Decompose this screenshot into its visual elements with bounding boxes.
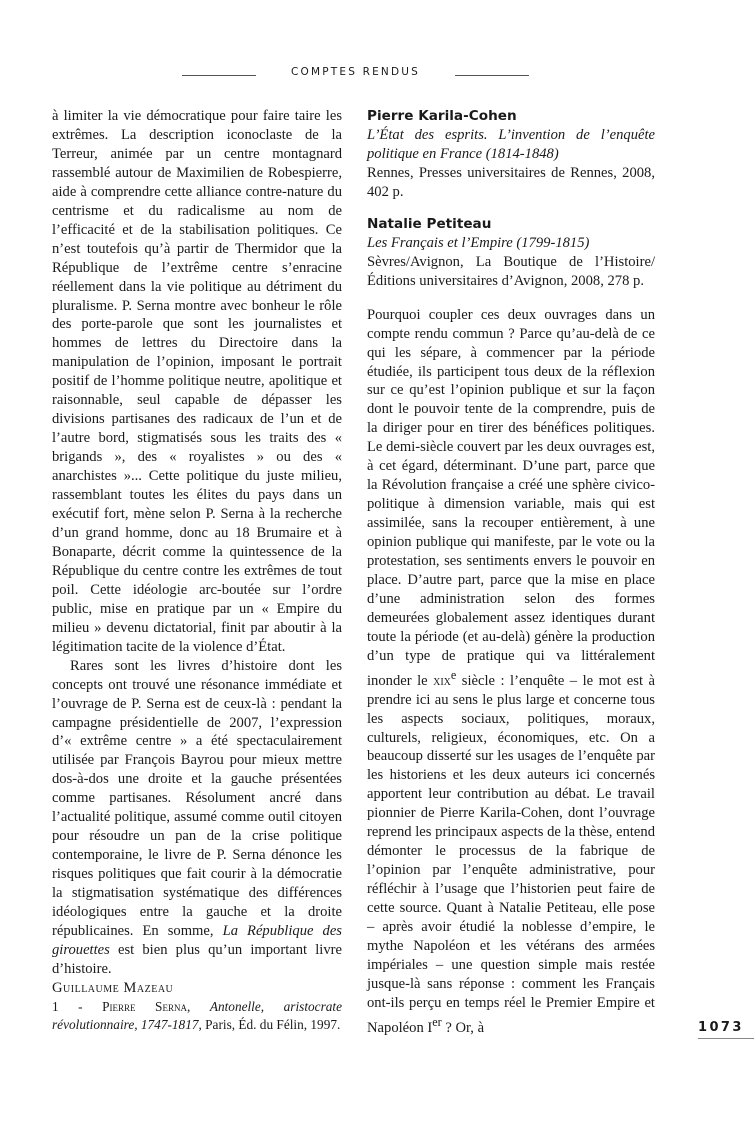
page-number-rule xyxy=(698,1038,754,1039)
review-text-b: siècle : l’enquête – le mot est à prendre ici au sens le plus large et concerne tous les aspects sociaux, politiques, moraux, culturels, religieux, économiques, etc. On a beaucoup disserté sur les usages de l’enquête par les historiens et les deux auteurs ici concernés apportent leur contribution au débat. Le travail pionnier de Pierre Karila-Cohen, dont l’ouvrage reprend les principaux aspects de la thèse, entend démonter le processus de la fabrique de l’opinion par l’enquête administrative, pour réfléchir à l’usage que l’historien peut faire de cette source. Quant à Natalie Petiteau, elle pose – après avoir étudié la noblesse d’empire, le mythe Napoléon et les vétérans des armées impériales – une question simple mais restée jusque-là sans réponse : comment les Français ont-ils perçu en temps réel le Premier Empire et Napoléon I xyxy=(367,672,655,1036)
review-text-a: Pourquoi coupler ces deux ouvrages dans un compte rendu commun ? Parce qu’au-delà de ce qui les sépare, à commencer par la période étudiée, ils participent tous deux de la réflexion sur ce qu’est l’opinion publique et sur la façon dont le pouvoir tente de la comprendre, puis de la diriger pour en tirer des bénéfices politiques. Le demi-siècle couvert par les deux ouvrages est, à cet égard, déterminant. D’une part, parce que la Révolution française a créé une sphère civico-politique à dimension variable, mais qui est assimilée, sans la recouper entièrement, à une opinion publique qui manifeste, par le vote ou la protestation, ses sentiments envers le pouvoir en place. D’autre part, parce que la mise en place d’une administration selon des formes demeurées globalement assez identiques durant toute la période (et au-delà) génère la production d’un type de pratique qui va littéralement inonder le xyxy=(367,306,655,689)
book-publication: Sèvres/Avignon, La Boutique de l’Histoire/Éditions universitaires d’Avignon, 2008, 278 p. xyxy=(367,253,655,289)
conclusion-text-a: Rares sont les livres d’histoire dont les concepts ont trouvé une résonance immédiate et l’ouvrage de P. Serna est de ceux-là : pendant la campagne présidentielle de 2007, l’expression d’« extrême centre » a été spectaculairement utilisée par François Bayrou pour mieux mettre dos-à-dos une droite et la gauche présentées comme partisanes. Résolument ancré dans l’actualité politique, assumé comme outil citoyen pour résoudre un pan de la crise politique contemporaine, le livre de P. Serna dénonce les risques politiques que fait courir à la démocratie la stigmatisation systématique des différences idéologiques entre la gauche et la droite républicaines. En somme, xyxy=(52,657,342,939)
paragraph-conclusion xyxy=(52,657,342,979)
running-header xyxy=(0,66,754,84)
century-superscript: e xyxy=(450,667,457,682)
footnote-number: 1 - xyxy=(52,998,103,1014)
header-rule-left xyxy=(182,75,256,76)
book-publication: Rennes, Presses universitaires de Rennes, 2008, 402 p. xyxy=(367,164,655,200)
header-rule-right xyxy=(455,75,529,76)
book-author: Natalie Petiteau xyxy=(367,215,492,232)
review-signature: Guillaume Mazeau xyxy=(52,979,174,996)
footnote-publication: , Paris, Éd. du Félin, 1997. xyxy=(198,1016,341,1032)
running-header-title: COMPTES RENDUS xyxy=(290,66,421,78)
book-title: Les Français et l’Empire (1799-1815) xyxy=(367,234,590,251)
paragraph-continued: à limiter la vie démocratique pour faire taire les extrêmes. La description iconoclaste de la Terreur, animée par un centre montagnard rassemblé autour de Maximilien de Robespierre, aide à comprendre cette alliance contre-nature du centrisme et du radicalisme au nom de l’efficacité et de la stabilisation politiques. Ce n’est toutefois qu’à partir de Thermidor que la République de l’extrême centre s’enracine réellement dans la vie politique au détriment du pluralisme. P. Serna montre avec bonheur le rôle des porte-parole que sont les journalistes et hommes de lettres du Directoire dans la manipulation de l’opinion, imposant le portrait positif de l’homme politique neutre, apolitique et raisonnable, seul capable de dépasser les divisions partisanes des radicaux de l’un et de l’autre bord, stigmatisés sous les traits des « brigands », des « royalistes » ou des « anarchistes »... Cette politique du juste milieu, rassemblant toutes les élites du pays dans un exécutif fort, mène selon P. Serna à la recherche d’un grand homme, donc au 18 Brumaire et à Bonaparte, décrit comme la quintessence de la République du centre contre les extrêmes de tout poil. Cette idéologie arc-boutée sur l’ordre public, mise en pratique par un « Empire du milieu » devenu dictatorial, finit par aboutir à la légitimation tacite de la violence d’État. xyxy=(52,108,342,655)
page-number: 1073 xyxy=(698,1020,744,1035)
review-body xyxy=(367,306,655,1038)
footnote-title: Antonelle, aristocrate révolutionnaire, 1747-1817 xyxy=(52,998,342,1032)
conclusion-text-b: est bien plus qu’un important livre d’histoire. xyxy=(52,941,342,977)
footnote: 1 - Pierre Serna, Antonelle, aristocrate révolutionnaire, 1747-1817, Paris, Éd. du Félin, 1997. xyxy=(52,998,342,1032)
footnote-author: Pierre Serna xyxy=(102,998,187,1014)
book-author: Pierre Karila-Cohen xyxy=(367,108,517,124)
review-text-c: ? Or, à xyxy=(441,1019,485,1036)
spacer xyxy=(367,291,655,306)
book-title-inline: La République des girouettes xyxy=(52,922,342,958)
book-title: L’État des esprits. L’invention de l’enquête politique en France (1814-1848) xyxy=(367,127,655,162)
right-column xyxy=(367,107,655,1038)
ordinal-superscript: er xyxy=(432,1014,442,1029)
century-numeral: xix xyxy=(433,672,451,689)
book-reference-1 xyxy=(367,107,655,202)
book-reference-2 xyxy=(367,215,655,291)
left-column xyxy=(52,107,342,1033)
